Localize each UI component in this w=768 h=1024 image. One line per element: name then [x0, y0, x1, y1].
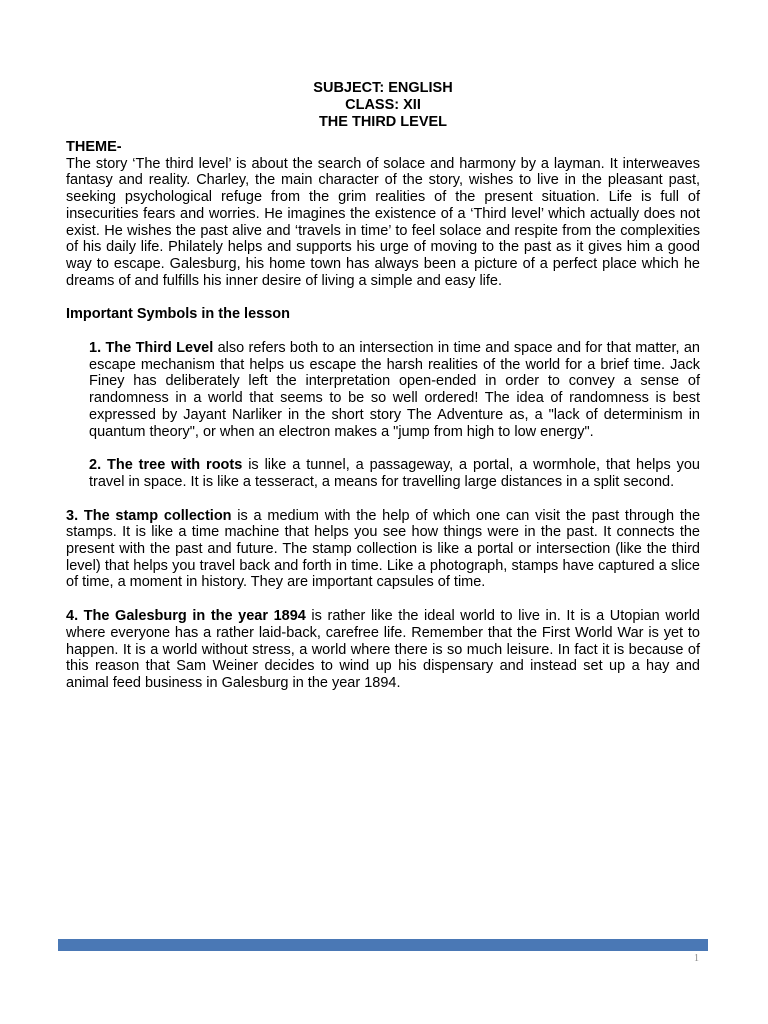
symbol-text: is a medium with the help of which one can visit the past through the stamps. It is like a time machine that helps you see how things were in the past. It connects the present with the past and future. The stamp collection is like a portal or intersection (like the third level) that helps you travel back and forth in time. Like a photograph, stamps have captured a slice of time, a moment in history. They are important capsules of time. [66, 507, 701, 591]
document-page [66, 80, 700, 692]
symbol-label: 2. The tree with roots [89, 457, 243, 474]
symbol-label: 3. The stamp collection [66, 507, 232, 524]
symbol-text: is rather like the ideal world to live in. It is a Utopian world where everyone has a rather laid-back, carefree life. Remember that the First World War is yet to happen. It is a world without stress, a world where there is so much leisure. In fact it is because of this reason that Sam Weiner decides to wind up his dispensary and instead set up a hay and animal feed business in Galesburg in the year 1894. [66, 608, 700, 691]
symbol-label: 1. The Third Level [89, 340, 214, 357]
symbol-item-third-level [66, 340, 700, 440]
theme-heading: THEME- [66, 139, 122, 155]
symbol-text: is like a tunnel, a passageway, a portal, a wormhole, that helps you travel in space. It is like a tesseract, a means for travelling large distances in a split second. [89, 457, 700, 490]
symbols-heading: Important Symbols in the lesson [66, 306, 290, 323]
symbol-text: also refers both to an intersection in time and space and for that matter, an escape mechanism that helps us escape the harsh realities of the world for a brief time. Jack Finey has deliberately left the interpretation open-ended in order to convey a sense of randomness in a world that seems to be so well ordered! The idea of randomness is best expressed by Jayant Narliker in the short story The Adventure as, a "lack of determinism in quantum theory", or when an electron makes a "jump from high to low energy". [89, 340, 700, 440]
symbol-item-tree-roots [66, 457, 700, 490]
subject-heading: SUBJECT: ENGLISH [313, 80, 453, 96]
symbol-item-galesburg [66, 608, 700, 692]
page-number: 1 [694, 953, 699, 964]
theme-paragraph: The story ‘The third level’ is about the search of solace and harmony by a layman. It interweaves fantasy and reality. Charley, the main character of the story, wishes to live in the pleasant past, seeking psychological refuge from the grim realities of the present situation. Life is full of insecurities fears and worries. He imagines the existence of a ‘Third level’ which actually does not exist. He wishes the past alive and ‘travels in time’ to feel solace and respite from the complexities of his daily life. Philately helps and supports his urge of moving to the past as it gives him a good way to escape. Galesburg, his home town has always been a picture of a perfect place which he dreams of and fulfills his inner desire of living a simple and easy life. [66, 155, 700, 289]
symbol-item-stamp-collection [66, 508, 700, 592]
document-title: THE THIRD LEVEL [318, 114, 448, 130]
class-heading: CLASS: XII [345, 97, 421, 113]
symbol-label: 4. The Galesburg in the year 1894 [66, 608, 306, 625]
footer-bar [58, 939, 708, 951]
